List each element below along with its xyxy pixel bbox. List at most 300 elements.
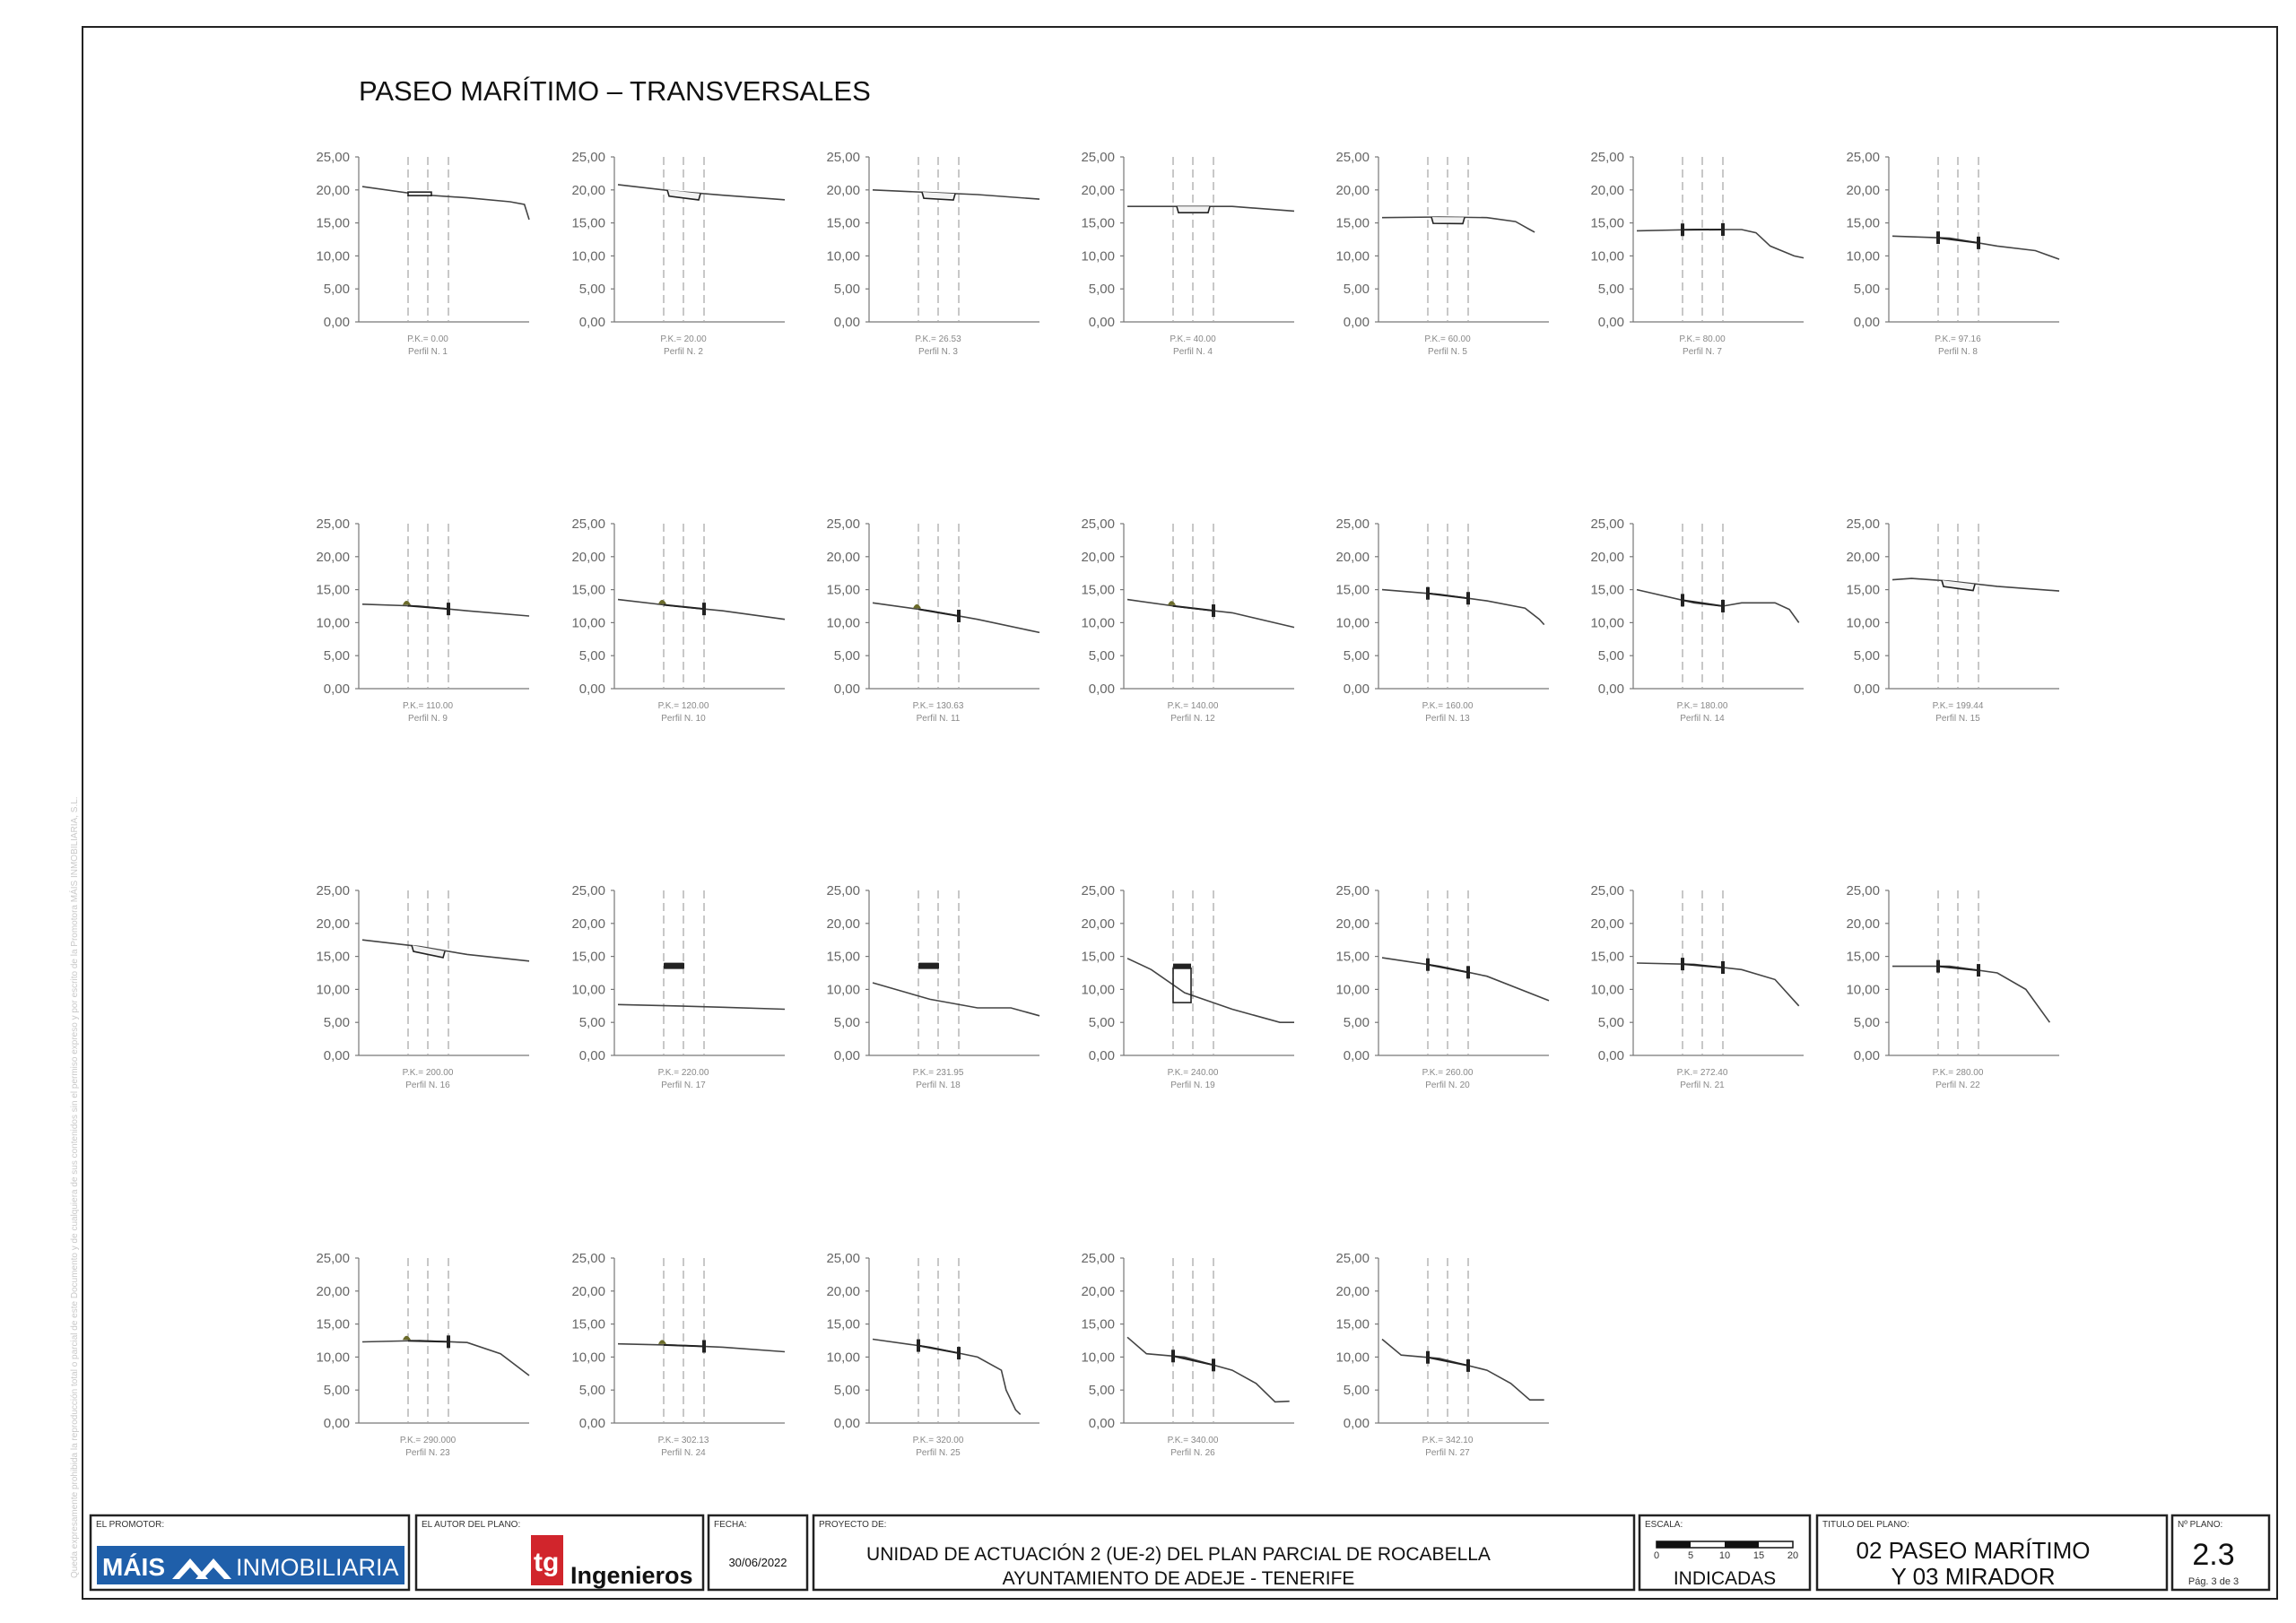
y-tick-label: 10,00 [826,982,860,998]
y-tick-label: 10,00 [316,1350,350,1366]
y-tick-label: 10,00 [1335,615,1370,631]
scale-tick-20: 20 [1787,1550,1799,1561]
y-tick-label: 0,00 [323,1048,350,1063]
y-tick-label: 25,00 [571,516,605,532]
perfil-label: Perfil N. 8 [1938,347,1978,357]
perfil-label: Perfil N. 3 [918,347,958,357]
y-tick-label: 10,00 [571,248,605,265]
sheet-border [83,27,2277,1599]
y-tick-label: 0,00 [1343,1048,1370,1063]
y-tick-label: 5,00 [1088,1015,1115,1031]
y-tick-label: 25,00 [1846,150,1880,165]
y-tick-label: 25,00 [1335,883,1370,898]
y-tick-label: 20,00 [1846,549,1880,565]
y-tick-label: 20,00 [571,1283,605,1299]
profile-3 [826,150,1039,357]
profile-2 [571,150,785,357]
scale-bar [1657,1541,1793,1548]
y-tick-label: 10,00 [571,615,605,631]
autor-logo-text: Ingenieros [570,1562,693,1589]
profile-11 [1081,516,1294,724]
y-tick-label: 25,00 [1846,883,1880,898]
y-tick-label: 25,00 [1335,1251,1370,1266]
y-tick-label: 10,00 [826,248,860,265]
y-tick-label: 15,00 [1081,215,1115,231]
y-tick-label: 20,00 [1081,182,1115,198]
y-tick-label: 25,00 [1846,516,1880,532]
y-tick-label: 20,00 [1335,182,1370,198]
section-wall-post [1681,223,1684,236]
profile-13 [1590,516,1804,724]
y-tick-label: 10,00 [316,615,350,631]
y-tick-label: 15,00 [571,1316,605,1332]
pk-label: P.K.= 97.16 [1935,334,1981,344]
plano-label: Nº PLANO: [2178,1520,2223,1530]
profile-20 [1590,883,1804,1090]
y-tick-label: 25,00 [1590,516,1624,532]
pk-label: P.K.= 130.63 [912,701,964,711]
section-deck [664,963,684,969]
y-tick-label: 10,00 [571,982,605,998]
section-tower-top [1173,964,1191,969]
y-tick-label: 25,00 [571,1251,605,1266]
profile-23 [571,1251,785,1458]
y-tick-label: 15,00 [316,582,350,598]
perfil-label: Perfil N. 14 [1680,714,1725,724]
perfil-label: Perfil N. 5 [1428,347,1467,357]
profile-19 [1335,883,1549,1090]
pk-label: P.K.= 40.00 [1170,334,1216,344]
pk-label: P.K.= 160.00 [1422,701,1474,711]
y-tick-label: 5,00 [1088,648,1115,664]
y-tick-label: 25,00 [316,1251,350,1266]
promotor-label: EL PROMOTOR: [96,1520,165,1530]
y-tick-label: 15,00 [316,215,350,231]
y-tick-label: 0,00 [578,1048,605,1063]
profile-18 [1081,883,1294,1090]
y-tick-label: 20,00 [826,549,860,565]
section-wall-post [1721,961,1725,974]
terrain-line [873,603,1039,632]
y-tick-label: 15,00 [1590,215,1624,231]
pk-label: P.K.= 340.00 [1167,1436,1219,1445]
y-tick-label: 20,00 [1081,1283,1115,1299]
y-tick-label: 25,00 [826,883,860,898]
terrain-line [362,187,529,220]
perfil-label: Perfil N. 9 [408,714,448,724]
y-tick-label: 15,00 [571,949,605,965]
scale-tick-10: 10 [1718,1550,1731,1561]
section-tower [1173,968,1191,1002]
profile-17 [826,883,1039,1090]
y-tick-label: 0,00 [1853,681,1880,697]
profile-6 [1590,150,1804,357]
fecha-value: 30/06/2022 [728,1556,787,1569]
pag-value: Pág. 3 de 3 [2187,1576,2239,1587]
profile-16 [571,883,785,1090]
y-tick-label: 0,00 [1088,1048,1115,1063]
y-tick-label: 20,00 [1335,916,1370,932]
y-tick-label: 15,00 [826,949,860,965]
y-tick-label: 0,00 [833,681,860,697]
section-wall-post [957,1347,961,1359]
y-tick-label: 5,00 [1597,1015,1624,1031]
y-tick-label: 5,00 [1343,1383,1370,1399]
terrain-line [362,1341,529,1376]
y-tick-label: 5,00 [1853,648,1880,664]
y-tick-label: 5,00 [833,648,860,664]
y-tick-label: 15,00 [826,582,860,598]
y-tick-label: 0,00 [1597,681,1624,697]
y-tick-label: 5,00 [1343,1015,1370,1031]
y-tick-label: 20,00 [1846,182,1880,198]
y-tick-label: 15,00 [1846,215,1880,231]
perfil-label: Perfil N. 19 [1170,1081,1215,1090]
section-wall-post [1721,223,1725,236]
y-tick-label: 25,00 [571,150,605,165]
y-tick-label: 25,00 [316,150,350,165]
promotor-logo-b: INMOBILIARIA [236,1554,399,1581]
perfil-label: Perfil N. 15 [1935,714,1980,724]
autor-label: EL AUTOR DEL PLANO: [422,1520,521,1530]
y-tick-label: 10,00 [1081,248,1115,265]
terrain-line [1382,590,1544,625]
y-tick-label: 10,00 [826,1350,860,1366]
y-tick-label: 20,00 [1335,1283,1370,1299]
y-tick-label: 15,00 [1335,949,1370,965]
terrain-line [362,940,529,961]
vegetation-mark [913,604,921,609]
perfil-label: Perfil N. 20 [1425,1081,1470,1090]
y-tick-label: 0,00 [1343,315,1370,330]
y-tick-label: 20,00 [571,549,605,565]
y-tick-label: 20,00 [1081,916,1115,932]
perfil-label: Perfil N. 11 [916,714,961,724]
pk-label: P.K.= 240.00 [1167,1068,1219,1078]
y-tick-label: 20,00 [316,182,350,198]
pk-label: P.K.= 80.00 [1679,334,1726,344]
y-tick-label: 20,00 [316,549,350,565]
perfil-label: Perfil N. 26 [1170,1448,1215,1458]
profile-24 [826,1251,1039,1458]
section-wall-post [1466,966,1470,978]
y-tick-label: 20,00 [571,916,605,932]
y-tick-label: 10,00 [1846,615,1880,631]
profile-8 [316,516,529,724]
profile-22 [316,1251,529,1458]
pk-label: P.K.= 220.00 [657,1068,709,1078]
profile-7 [1846,150,2059,357]
vegetation-mark [658,1340,666,1344]
y-tick-label: 10,00 [1335,982,1370,998]
pk-label: P.K.= 302.13 [657,1436,709,1445]
y-tick-label: 10,00 [1590,615,1624,631]
y-tick-label: 5,00 [323,648,350,664]
profile-26 [1335,1251,1549,1458]
profile-14 [1846,516,2059,724]
y-tick-label: 5,00 [1088,1383,1115,1399]
y-tick-label: 25,00 [571,883,605,898]
profile-21 [1846,883,2059,1090]
profile-25 [1081,1251,1294,1458]
y-tick-label: 0,00 [323,681,350,697]
y-tick-label: 5,00 [578,282,605,298]
y-tick-label: 0,00 [578,1416,605,1431]
terrain-line [362,604,529,616]
y-tick-label: 25,00 [316,516,350,532]
y-tick-label: 0,00 [1597,1048,1624,1063]
y-tick-label: 15,00 [1590,949,1624,965]
section-wall-post [1212,604,1215,617]
section-wall-post [1466,1359,1470,1372]
y-tick-label: 25,00 [1590,883,1624,898]
pk-label: P.K.= 199.44 [1932,701,1984,711]
profile-12 [1335,516,1549,724]
y-tick-label: 0,00 [1343,681,1370,697]
title-block [91,1515,2269,1590]
pk-label: P.K.= 290.000 [399,1436,457,1445]
plano-number: 2.3 [2192,1538,2235,1572]
section-wall-post [1171,1350,1175,1362]
y-tick-label: 15,00 [1335,582,1370,598]
titulo-label: TITULO DEL PLANO: [1822,1520,1909,1530]
profile-15 [316,883,529,1090]
vegetation-mark [403,601,411,605]
y-tick-label: 25,00 [826,1251,860,1266]
y-tick-label: 25,00 [1590,150,1624,165]
y-tick-label: 25,00 [1081,1251,1115,1266]
profile-1 [316,150,529,357]
y-tick-label: 20,00 [826,182,860,198]
y-tick-label: 5,00 [1597,282,1624,298]
perfil-label: Perfil N. 24 [661,1448,706,1458]
y-tick-label: 0,00 [1343,1416,1370,1431]
escala-label: ESCALA: [1645,1520,1683,1530]
section-wall-post [1466,592,1470,604]
perfil-label: Perfil N. 13 [1425,714,1470,724]
y-tick-label: 5,00 [1597,648,1624,664]
vegetation-mark [1168,601,1176,605]
y-tick-label: 15,00 [316,1316,350,1332]
y-tick-label: 5,00 [578,648,605,664]
pk-label: P.K.= 140.00 [1167,701,1219,711]
y-tick-label: 10,00 [826,615,860,631]
y-tick-label: 0,00 [323,315,350,330]
y-tick-label: 20,00 [1846,916,1880,932]
y-tick-label: 0,00 [1853,315,1880,330]
y-tick-label: 15,00 [1335,215,1370,231]
perfil-label: Perfil N. 7 [1683,347,1722,357]
terrain-line [873,983,1039,1016]
y-tick-label: 15,00 [1335,1316,1370,1332]
y-tick-label: 15,00 [826,215,860,231]
pk-label: P.K.= 272.40 [1676,1068,1728,1078]
perfil-label: Perfil N. 16 [405,1081,450,1090]
terrain-line [1127,959,1294,1022]
pk-label: P.K.= 60.00 [1424,334,1471,344]
vegetation-mark [658,600,666,604]
y-tick-label: 10,00 [316,248,350,265]
y-tick-label: 5,00 [1853,1015,1880,1031]
terrain-line [1892,236,2059,259]
pk-label: P.K.= 342.10 [1422,1436,1474,1445]
scale-tick-5: 5 [1687,1550,1694,1561]
section-wall-post [1977,964,1980,976]
profile-5 [1335,150,1549,357]
terrain-line [1637,963,1799,1006]
terrain-line [618,185,785,200]
y-tick-label: 5,00 [323,1015,350,1031]
scale-tick-0: 0 [1653,1550,1660,1561]
perfil-label: Perfil N. 22 [1935,1081,1980,1090]
y-tick-label: 15,00 [316,949,350,965]
y-tick-label: 20,00 [1590,549,1624,565]
y-tick-label: 20,00 [316,916,350,932]
promotor-logo-a: MÁIS [102,1553,165,1581]
section-wall-post [1721,600,1725,612]
y-tick-label: 10,00 [1335,248,1370,265]
section-wall-post [957,610,961,622]
section-wall-post [1426,1351,1430,1364]
y-tick-label: 10,00 [316,982,350,998]
y-tick-label: 0,00 [578,681,605,697]
y-tick-label: 15,00 [826,1316,860,1332]
perfil-label: Perfil N. 2 [664,347,703,357]
y-tick-label: 20,00 [1081,549,1115,565]
y-tick-label: 25,00 [1081,516,1115,532]
terrain-line [1127,1337,1290,1402]
perfil-label: Perfil N. 17 [661,1081,706,1090]
y-tick-label: 10,00 [571,1350,605,1366]
y-tick-label: 5,00 [833,1383,860,1399]
y-tick-label: 25,00 [826,150,860,165]
section-trench [1431,217,1465,223]
section-wall-post [1426,959,1430,971]
terrain-line [1127,206,1294,211]
y-tick-label: 25,00 [316,883,350,898]
perfil-label: Perfil N. 25 [916,1448,961,1458]
titulo-line2: Y 03 MIRADOR [1891,1563,2056,1590]
y-tick-label: 5,00 [1853,282,1880,298]
perfil-label: Perfil N. 27 [1425,1448,1470,1458]
autor-logo-glyph: tg [534,1548,560,1577]
y-tick-label: 0,00 [1088,681,1115,697]
pk-label: P.K.= 180.00 [1676,701,1728,711]
y-tick-label: 5,00 [1088,282,1115,298]
y-tick-label: 20,00 [826,916,860,932]
y-tick-label: 10,00 [1846,982,1880,998]
pk-label: P.K.= 200.00 [402,1068,454,1078]
section-slab [408,192,431,195]
y-tick-label: 0,00 [833,1416,860,1431]
terrain-line [1382,1340,1544,1401]
y-tick-label: 10,00 [1335,1350,1370,1366]
drawing-title: PASEO MARÍTIMO – TRANSVERSALES [359,75,871,107]
y-tick-label: 15,00 [1590,582,1624,598]
section-wall-post [1977,237,1980,249]
y-tick-label: 15,00 [1846,582,1880,598]
section-wall-post [917,1340,920,1352]
terrain-line [1892,578,2059,591]
y-tick-label: 10,00 [1081,615,1115,631]
y-tick-label: 15,00 [571,582,605,598]
y-tick-label: 0,00 [833,315,860,330]
perfil-label: Perfil N. 21 [1680,1081,1725,1090]
terrain-line [1382,958,1549,1001]
pk-label: P.K.= 320.00 [912,1436,964,1445]
y-tick-label: 0,00 [578,315,605,330]
y-tick-label: 0,00 [1088,315,1115,330]
section-wall-post [447,603,450,615]
side-note: Queda expresamente prohibida la reproducción total o parcial de este Documento y de cualquiera de sus contenidos sin el permiso expreso y por escrito de la Promotora MÁIS INMOBILIARIA, S.L. [70,796,80,1578]
fecha-label: FECHA: [714,1520,747,1530]
y-tick-label: 5,00 [578,1383,605,1399]
section-trench [1177,206,1210,213]
perfil-label: Perfil N. 18 [916,1081,961,1090]
y-tick-label: 15,00 [1846,949,1880,965]
terrain-line [1637,230,1804,258]
pk-label: P.K.= 260.00 [1422,1068,1474,1078]
vegetation-mark [403,1336,411,1341]
y-tick-label: 25,00 [1081,150,1115,165]
pk-label: P.K.= 0.00 [407,334,448,344]
section-wall-post [702,1340,706,1352]
pk-label: P.K.= 26.53 [915,334,961,344]
section-wall-post [447,1335,450,1348]
proyecto-line2: AYUNTAMIENTO DE ADEJE - TENERIFE [1002,1568,1355,1589]
section-walkway [664,1345,704,1347]
terrain-line [1892,967,2049,1023]
y-tick-label: 0,00 [1088,1416,1115,1431]
section-wall-post [1936,231,1940,244]
section-wall-post [1212,1358,1215,1371]
scale-tick-15: 15 [1752,1550,1765,1561]
titulo-line1: 02 PASEO MARÍTIMO [1856,1537,2091,1564]
terrain-line [873,190,1039,199]
y-tick-label: 5,00 [1343,282,1370,298]
y-tick-label: 25,00 [1081,883,1115,898]
proyecto-line1: UNIDAD DE ACTUACIÓN 2 (UE-2) DEL PLAN PARCIAL DE ROCABELLA [866,1544,1491,1565]
y-tick-label: 10,00 [1846,248,1880,265]
y-tick-label: 5,00 [323,1383,350,1399]
y-tick-label: 5,00 [833,282,860,298]
terrain-line [618,1004,785,1009]
y-tick-label: 5,00 [833,1015,860,1031]
y-tick-label: 20,00 [1590,182,1624,198]
pk-label: P.K.= 110.00 [402,701,454,711]
y-tick-label: 0,00 [1853,1048,1880,1063]
y-tick-label: 5,00 [1343,648,1370,664]
y-tick-label: 15,00 [1081,1316,1115,1332]
y-tick-label: 15,00 [571,215,605,231]
y-tick-label: 10,00 [1590,982,1624,998]
cross-section-grid [316,150,2059,1458]
y-tick-label: 20,00 [826,1283,860,1299]
y-tick-label: 5,00 [578,1015,605,1031]
proyecto-label: PROYECTO DE: [819,1520,887,1530]
section-wall-post [1936,960,1940,973]
perfil-label: Perfil N. 1 [408,347,448,357]
y-tick-label: 15,00 [1081,949,1115,965]
section-wall-post [1426,587,1430,600]
section-wall-post [1681,594,1684,606]
escala-value: INDICADAS [1673,1568,1777,1589]
pk-label: P.K.= 120.00 [657,701,709,711]
terrain-line [618,1344,785,1352]
section-deck [918,963,939,969]
pk-label: P.K.= 231.95 [912,1068,964,1078]
profile-10 [826,516,1039,724]
